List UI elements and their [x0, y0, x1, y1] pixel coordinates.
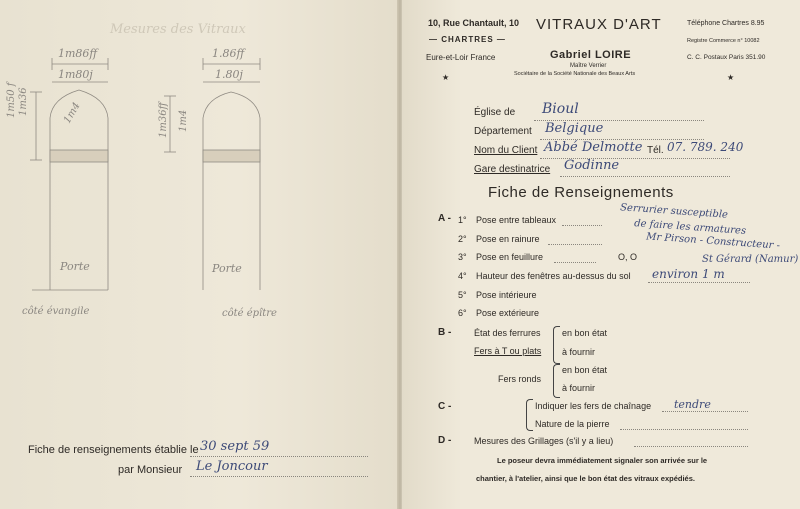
- window-2-sketch: [164, 58, 260, 290]
- address-line3: Eure-et-Loir France: [426, 53, 496, 62]
- address-line2: — CHARTRES —: [429, 35, 506, 44]
- brace-c: [526, 399, 533, 431]
- w1-height-inner: 1m36: [18, 87, 29, 116]
- c-stone: Nature de la pierre: [535, 419, 610, 429]
- b-rounds: Fers ronds: [498, 374, 542, 384]
- address-line1: 10, Rue Chantault, 10: [428, 18, 520, 28]
- church-value: Bioul: [542, 101, 579, 117]
- w1-caption: côté évangile: [22, 306, 90, 317]
- section-a: A -: [438, 213, 451, 224]
- a-note-3: Mr Pirson - Constructeur -: [645, 231, 781, 252]
- section-d: D -: [438, 435, 452, 446]
- brand-society: Sociétaire de la Société Nationale des Beaux Arts: [514, 71, 636, 77]
- a5-label: Pose intérieure: [476, 290, 537, 300]
- left-page: [0, 0, 398, 509]
- department-label: Département: [474, 126, 532, 137]
- station-value: Godinne: [564, 158, 620, 173]
- by-value: Le Joncour: [196, 459, 268, 474]
- brace-rounds: [553, 364, 560, 398]
- c-lead: Indiquer les fers de chaînage: [535, 401, 652, 411]
- b-flats-good: en bon état: [562, 328, 608, 338]
- star-left: ★: [442, 73, 450, 82]
- postal: C. C. Postaux Paris 351.90: [687, 54, 766, 61]
- client-value: Abbé Delmotte: [544, 140, 643, 155]
- w1-side-height: 1m4: [62, 100, 83, 126]
- brand-name: Gabriel LOIRE: [550, 49, 632, 61]
- brand-title: VITRAUX D'ART: [536, 16, 662, 33]
- established-label: Fiche de renseignements établie le: [28, 444, 199, 456]
- a3-num: 3°: [458, 252, 467, 262]
- w2-side-height: 1m4: [178, 109, 189, 132]
- notice-1: Le poseur devra immédiatement signaler son arrivée sur le: [497, 456, 708, 465]
- w2-label: Porte: [212, 262, 242, 275]
- a3-label: Pose en feuillure: [476, 252, 544, 262]
- notice-2: chantier, à l'atelier, ainsi que le bon état des vitraux expédiés.: [476, 474, 695, 483]
- b-flats-supply: à fournir: [562, 347, 596, 357]
- by-label: par Monsieur: [118, 464, 183, 476]
- brand-role: Maître Verrier: [570, 63, 607, 69]
- station-label: Gare destinatrice: [474, 164, 551, 175]
- star-right: ★: [727, 73, 735, 82]
- form-title: Fiche de Renseignements: [488, 184, 674, 201]
- established-value: 30 sept 59: [200, 439, 270, 454]
- w1-height-outer: 1m50 f: [6, 82, 17, 118]
- section-c: C -: [438, 401, 452, 412]
- a3-oo: O, O: [618, 252, 638, 262]
- section-b: B -: [438, 327, 452, 338]
- w2-width-inner: 1.80j: [215, 68, 243, 81]
- tel-label: Tél.: [647, 145, 664, 156]
- a4-label: Hauteur des fenêtres au-dessus du sol: [476, 271, 631, 281]
- register: Registre Commerce n° 10082: [687, 38, 760, 44]
- a-note-1: Serrurier susceptible: [619, 202, 729, 221]
- b-rounds-supply: à fournir: [562, 383, 596, 393]
- a2-label: Pose en rainure: [476, 234, 540, 244]
- w2-height-outer: 1m36ff: [158, 102, 169, 138]
- a6-num: 6°: [458, 308, 467, 318]
- w1-width-outer: 1m86ff: [58, 47, 98, 60]
- a1-label: Pose entre tableaux: [476, 215, 557, 225]
- department-value: Belgique: [545, 121, 604, 136]
- a2-num: 2°: [458, 234, 467, 244]
- client-label: Nom du Client: [474, 145, 538, 156]
- window-1-sketch: [30, 58, 108, 290]
- w2-width-outer: 1.86ff: [212, 47, 245, 60]
- w1-label: Porte: [60, 260, 90, 273]
- ghost-title: Mesures des Vitraux: [110, 22, 246, 37]
- b-rounds-good: en bon état: [562, 365, 608, 375]
- a1-num: 1°: [458, 215, 467, 225]
- a6-label: Pose extérieure: [476, 308, 540, 318]
- b-flats: Fers à T ou plats: [474, 346, 542, 356]
- w1-width-inner: 1m80j: [58, 68, 93, 81]
- c-lead-value: tendre: [674, 398, 711, 411]
- a-note-4: St Gérard (Namur): [702, 254, 799, 265]
- b-state: État des ferrures: [474, 328, 541, 338]
- brace-flats: [553, 326, 560, 364]
- a-note-2: de faire les armatures: [633, 218, 747, 237]
- phone: Téléphone Chartres 8.95: [687, 20, 765, 27]
- a5-num: 5°: [458, 290, 467, 300]
- tel-value: 07. 789. 240: [667, 140, 744, 154]
- a4-value: environ 1 m: [652, 267, 725, 281]
- a4-num: 4°: [458, 271, 467, 281]
- d-grills: Mesures des Grillages (s'il y a lieu): [474, 436, 614, 446]
- church-label: Église de: [474, 107, 516, 118]
- right-page: [402, 0, 800, 509]
- w2-caption: côté épître: [222, 308, 277, 319]
